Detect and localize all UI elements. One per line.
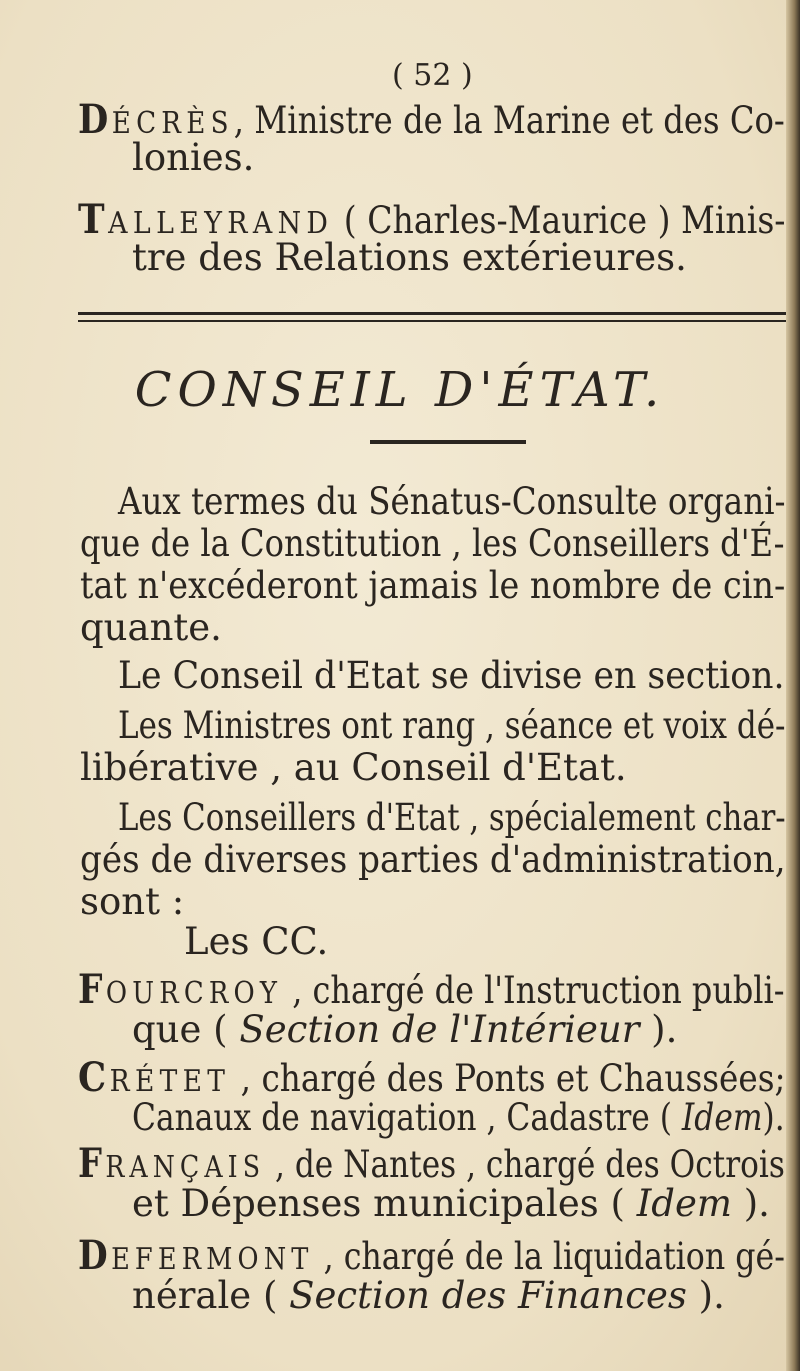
entry-section: Idem <box>681 1096 763 1139</box>
entry-section: Section des Finances <box>289 1274 687 1317</box>
intro-line: que de la Constitution , les Conseillers d'É- <box>80 522 785 565</box>
entry-text: ). <box>762 1096 785 1139</box>
entry-text: , chargé de l'Instruction publi- <box>282 969 785 1012</box>
entry-text: que ( <box>132 1008 240 1051</box>
entry-text: ). <box>731 1182 770 1225</box>
person-name: FOURCROY <box>78 966 283 1013</box>
paragraph-conseillers: gés de diverses parties d'administration, <box>80 838 786 881</box>
person-name: CRÉTET <box>78 1054 231 1101</box>
intro-line: tat n'excéderont jamais le nombre de cin- <box>80 564 786 607</box>
entry-section: Section de l'Intérieur <box>239 1008 640 1051</box>
page-edge-shadow <box>786 0 800 1371</box>
entry-cretet-line2 <box>132 1098 785 1138</box>
minister-decres-line2: lonies. <box>132 136 255 179</box>
paragraph-ministers: Les Ministres ont rang , séance et voix dé- <box>118 704 786 747</box>
les-cc-label: Les CC. <box>184 920 329 963</box>
intro-line: Aux termes du Sénatus-Consulte organi- <box>118 480 786 523</box>
entry-text: nérale ( <box>132 1274 290 1317</box>
entry-section: Idem <box>636 1182 732 1225</box>
entry-text: , chargé de la liquidation gé- <box>313 1235 785 1278</box>
entry-text: Canaux de navigation , Cadastre ( <box>132 1096 682 1139</box>
page-number: ( 52 ) <box>392 58 473 93</box>
paragraph-conseillers: Les Conseillers d'Etat , spécialement char- <box>118 796 786 839</box>
entry-text: , chargé des Ponts et Chaussées; <box>230 1057 786 1100</box>
entry-text: et Dépenses municipales ( <box>132 1182 637 1225</box>
minister-title: ( Charles-Maurice ) Minis- <box>333 199 786 242</box>
minister-name: TALLEYRAND <box>78 196 334 243</box>
entry-fourcroy-line2 <box>132 1010 677 1050</box>
intro-line: quante. <box>80 606 222 649</box>
minister-name: DÉCRÈS <box>78 96 234 143</box>
minister-talleyrand-line2: tre des Relations extérieures. <box>132 236 687 279</box>
person-name: DEFERMONT <box>78 1232 314 1279</box>
paragraph-conseillers: sont : <box>80 880 185 923</box>
heading-underline <box>370 440 526 444</box>
section-heading: CONSEIL D'ÉTAT. <box>134 362 666 418</box>
entry-francais-line2 <box>132 1184 770 1224</box>
entry-defermont-line2 <box>132 1276 725 1316</box>
paragraph-ministers: libérative , au Conseil d'Etat. <box>80 746 627 789</box>
entry-text: , de Nantes , chargé des Octrois <box>265 1143 785 1186</box>
paragraph-sections: Le Conseil d'Etat se divise en section. <box>118 654 785 697</box>
entry-text: ). <box>686 1274 725 1317</box>
minister-title: , Ministre de la Marine et des Co- <box>233 99 785 142</box>
person-name: FRANÇAIS <box>78 1140 266 1187</box>
entry-text: ). <box>639 1008 678 1051</box>
section-divider <box>78 312 786 322</box>
